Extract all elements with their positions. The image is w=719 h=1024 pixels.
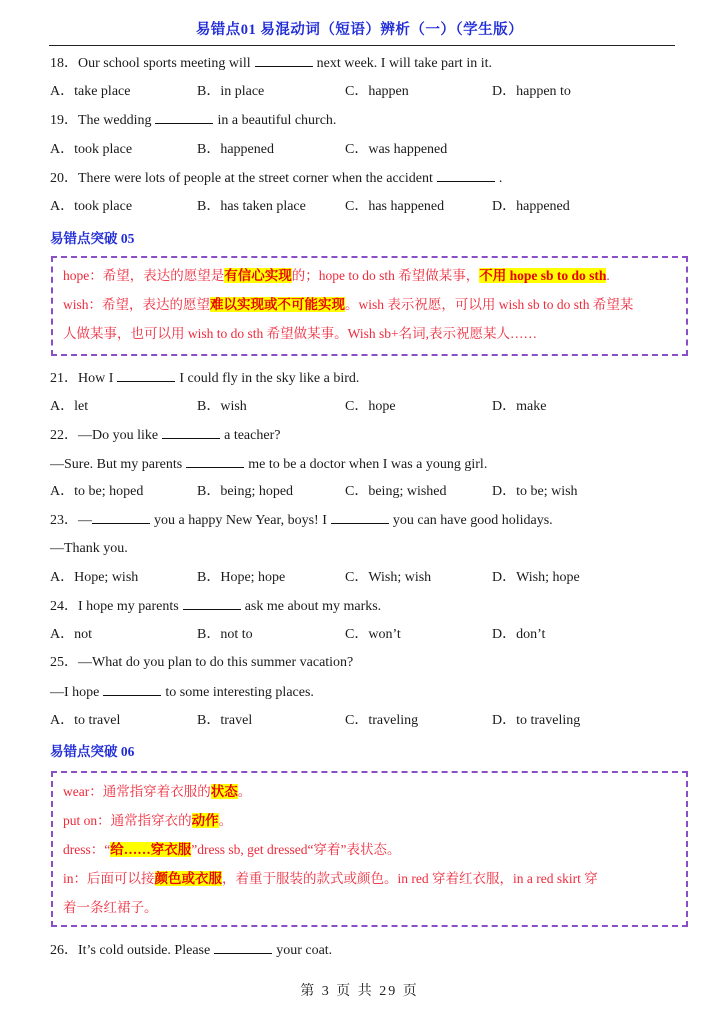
option-a: A．Hope; wish [50,570,139,585]
option-c: C．happen [345,84,409,99]
question-text: 19．The wedding [50,113,152,128]
note-text: 。wish 表示祝愿，可以用 wish sb to do sth 希望某 [345,297,634,312]
note-line-put-on [63,812,232,830]
note-line-wish-cont [63,325,537,343]
option-d: D．make [492,399,547,414]
question-26 [50,941,332,960]
note-text: wish：希望，表达的愿望 [63,297,211,312]
answer-blank [186,455,244,468]
option-a: A．took place [50,199,133,214]
option-d: D．to traveling [492,713,581,728]
option-b: B．in place [197,84,265,99]
option-c: C．won’t [345,627,401,642]
option-b: B．travel [197,713,253,728]
question-22 [50,426,280,445]
answer-blank [437,169,495,182]
note-text: 着一条红裙子。 [63,900,158,915]
note-highlight: 颜色或衣服 [154,871,223,886]
option-c: C．being; wished [345,484,447,499]
section-title-06: 易错点突破 06 [50,744,135,759]
question-text: 23．— [50,513,92,528]
question-text: . [498,171,503,186]
answer-blank [92,511,150,524]
option-a: A．not [50,627,92,642]
question-23 [50,511,553,530]
question-text: I could fly in the sky like a bird. [179,371,360,386]
note-highlight: 难以实现或不可能实现 [210,297,346,312]
option-c: C．Wish; wish [345,570,432,585]
question-text: 21．How I [50,371,114,386]
note-highlight: 有信心实现 [224,268,292,283]
option-d: D．don’t [492,627,546,642]
option-b: B．being; hoped [197,484,294,499]
question-text: 20．There were lots of people at the street corner when the accident [50,171,433,186]
note-highlight: 不用 hope sb to do sth [479,268,607,283]
note-text: . [606,268,610,283]
question-text: 22．—Do you like [50,428,159,443]
question-text: a teacher? [224,428,281,443]
note-text: 的；hope to do sth 希望做某事， [291,268,480,283]
question-text: next week. I will take part in it. [316,56,492,71]
option-c: C．has happened [345,199,445,214]
option-c: C．was happened [345,142,448,157]
note-line-in [63,870,598,888]
note-text: 。 [237,784,252,799]
question-text: ask me about my marks. [244,599,382,614]
answer-blank [214,941,272,954]
note-text: in：后面可以接 [63,871,155,886]
note-text: put on：通常指穿衣的 [63,813,192,828]
note-text: dress：“ [63,842,111,857]
question-text: you can have good holidays. [392,513,553,528]
question-text: —I hope [50,685,100,700]
note-line-in-cont [63,899,158,917]
question-text: me to be a doctor when I was a young girl. [248,457,488,472]
note-text: hope：希望，表达的愿望是 [63,268,225,283]
question-20 [50,169,502,188]
page-number: 第 3 页 共 29 页 [300,984,419,999]
question-23-line2: —Thank you. [50,541,128,556]
option-a: A．to travel [50,713,121,728]
answer-blank [183,597,241,610]
answer-blank [117,369,175,382]
page-header-title: 易错点01 易混动词（短语）辨析（一）（学生版） [195,22,524,38]
question-text: to some interesting places. [165,685,314,700]
question-text: you a happy New Year, boys! I [154,513,327,528]
question-text: your coat. [276,943,333,958]
note-highlight: 给……穿衣服 [110,842,192,857]
option-b: B．wish [197,399,247,414]
option-a: A．to be; hoped [50,484,144,499]
question-19 [50,111,336,130]
option-a: A．take place [50,84,131,99]
note-text: 人做某事，也可以用 wish to do sth 希望做某事。Wish sb+名词,表示祝愿某人…… [63,326,537,341]
note-box-06 [51,771,688,927]
section-title-05: 易错点突破 05 [50,231,135,246]
question-18 [50,54,492,73]
question-21 [50,369,359,388]
option-d: D．to be; wish [492,484,578,499]
option-c: C．traveling [345,713,419,728]
option-b: B．not to [197,627,253,642]
option-d: D．Wish; hope [492,570,580,585]
question-22-line2 [50,455,487,474]
option-d: D．happen to [492,84,571,99]
option-b: B．happened [197,142,274,157]
note-highlight: 状态 [210,784,238,799]
answer-blank [255,54,313,67]
option-c: C．hope [345,399,396,414]
option-a: A．took place [50,142,133,157]
note-line-hope [63,267,610,285]
note-text: ”dress sb, get dressed“穿着”表状态。 [191,842,401,857]
header-divider [49,45,675,46]
option-d: D．happened [492,199,570,214]
answer-blank [331,511,389,524]
question-text: —Sure. But my parents [50,457,183,472]
note-line-wish [63,296,633,314]
note-text: 。 [218,813,233,828]
note-text: wear：通常指穿着衣服的 [63,784,211,799]
question-25-line2 [50,683,314,702]
answer-blank [103,683,161,696]
option-b: B．has taken place [197,199,306,214]
note-box-05 [51,256,688,356]
note-text: ，着重于服装的款式或颜色。in red 穿着红衣服，in a red skirt 穿 [222,871,598,886]
question-text: 26．It’s cold outside. Please [50,943,211,958]
question-25: 25．—What do you plan to do this summer vacation? [50,655,354,670]
option-b: B．Hope; hope [197,570,286,585]
note-line-wear [63,783,251,801]
question-text: 24．I hope my parents [50,599,179,614]
question-text: 18．Our school sports meeting will [50,56,251,71]
note-line-dress [63,841,400,859]
option-a: A．let [50,399,89,414]
answer-blank [155,111,213,124]
question-text: in a beautiful church. [217,113,337,128]
note-highlight: 动作 [191,813,219,828]
question-24 [50,597,381,616]
answer-blank [162,426,220,439]
